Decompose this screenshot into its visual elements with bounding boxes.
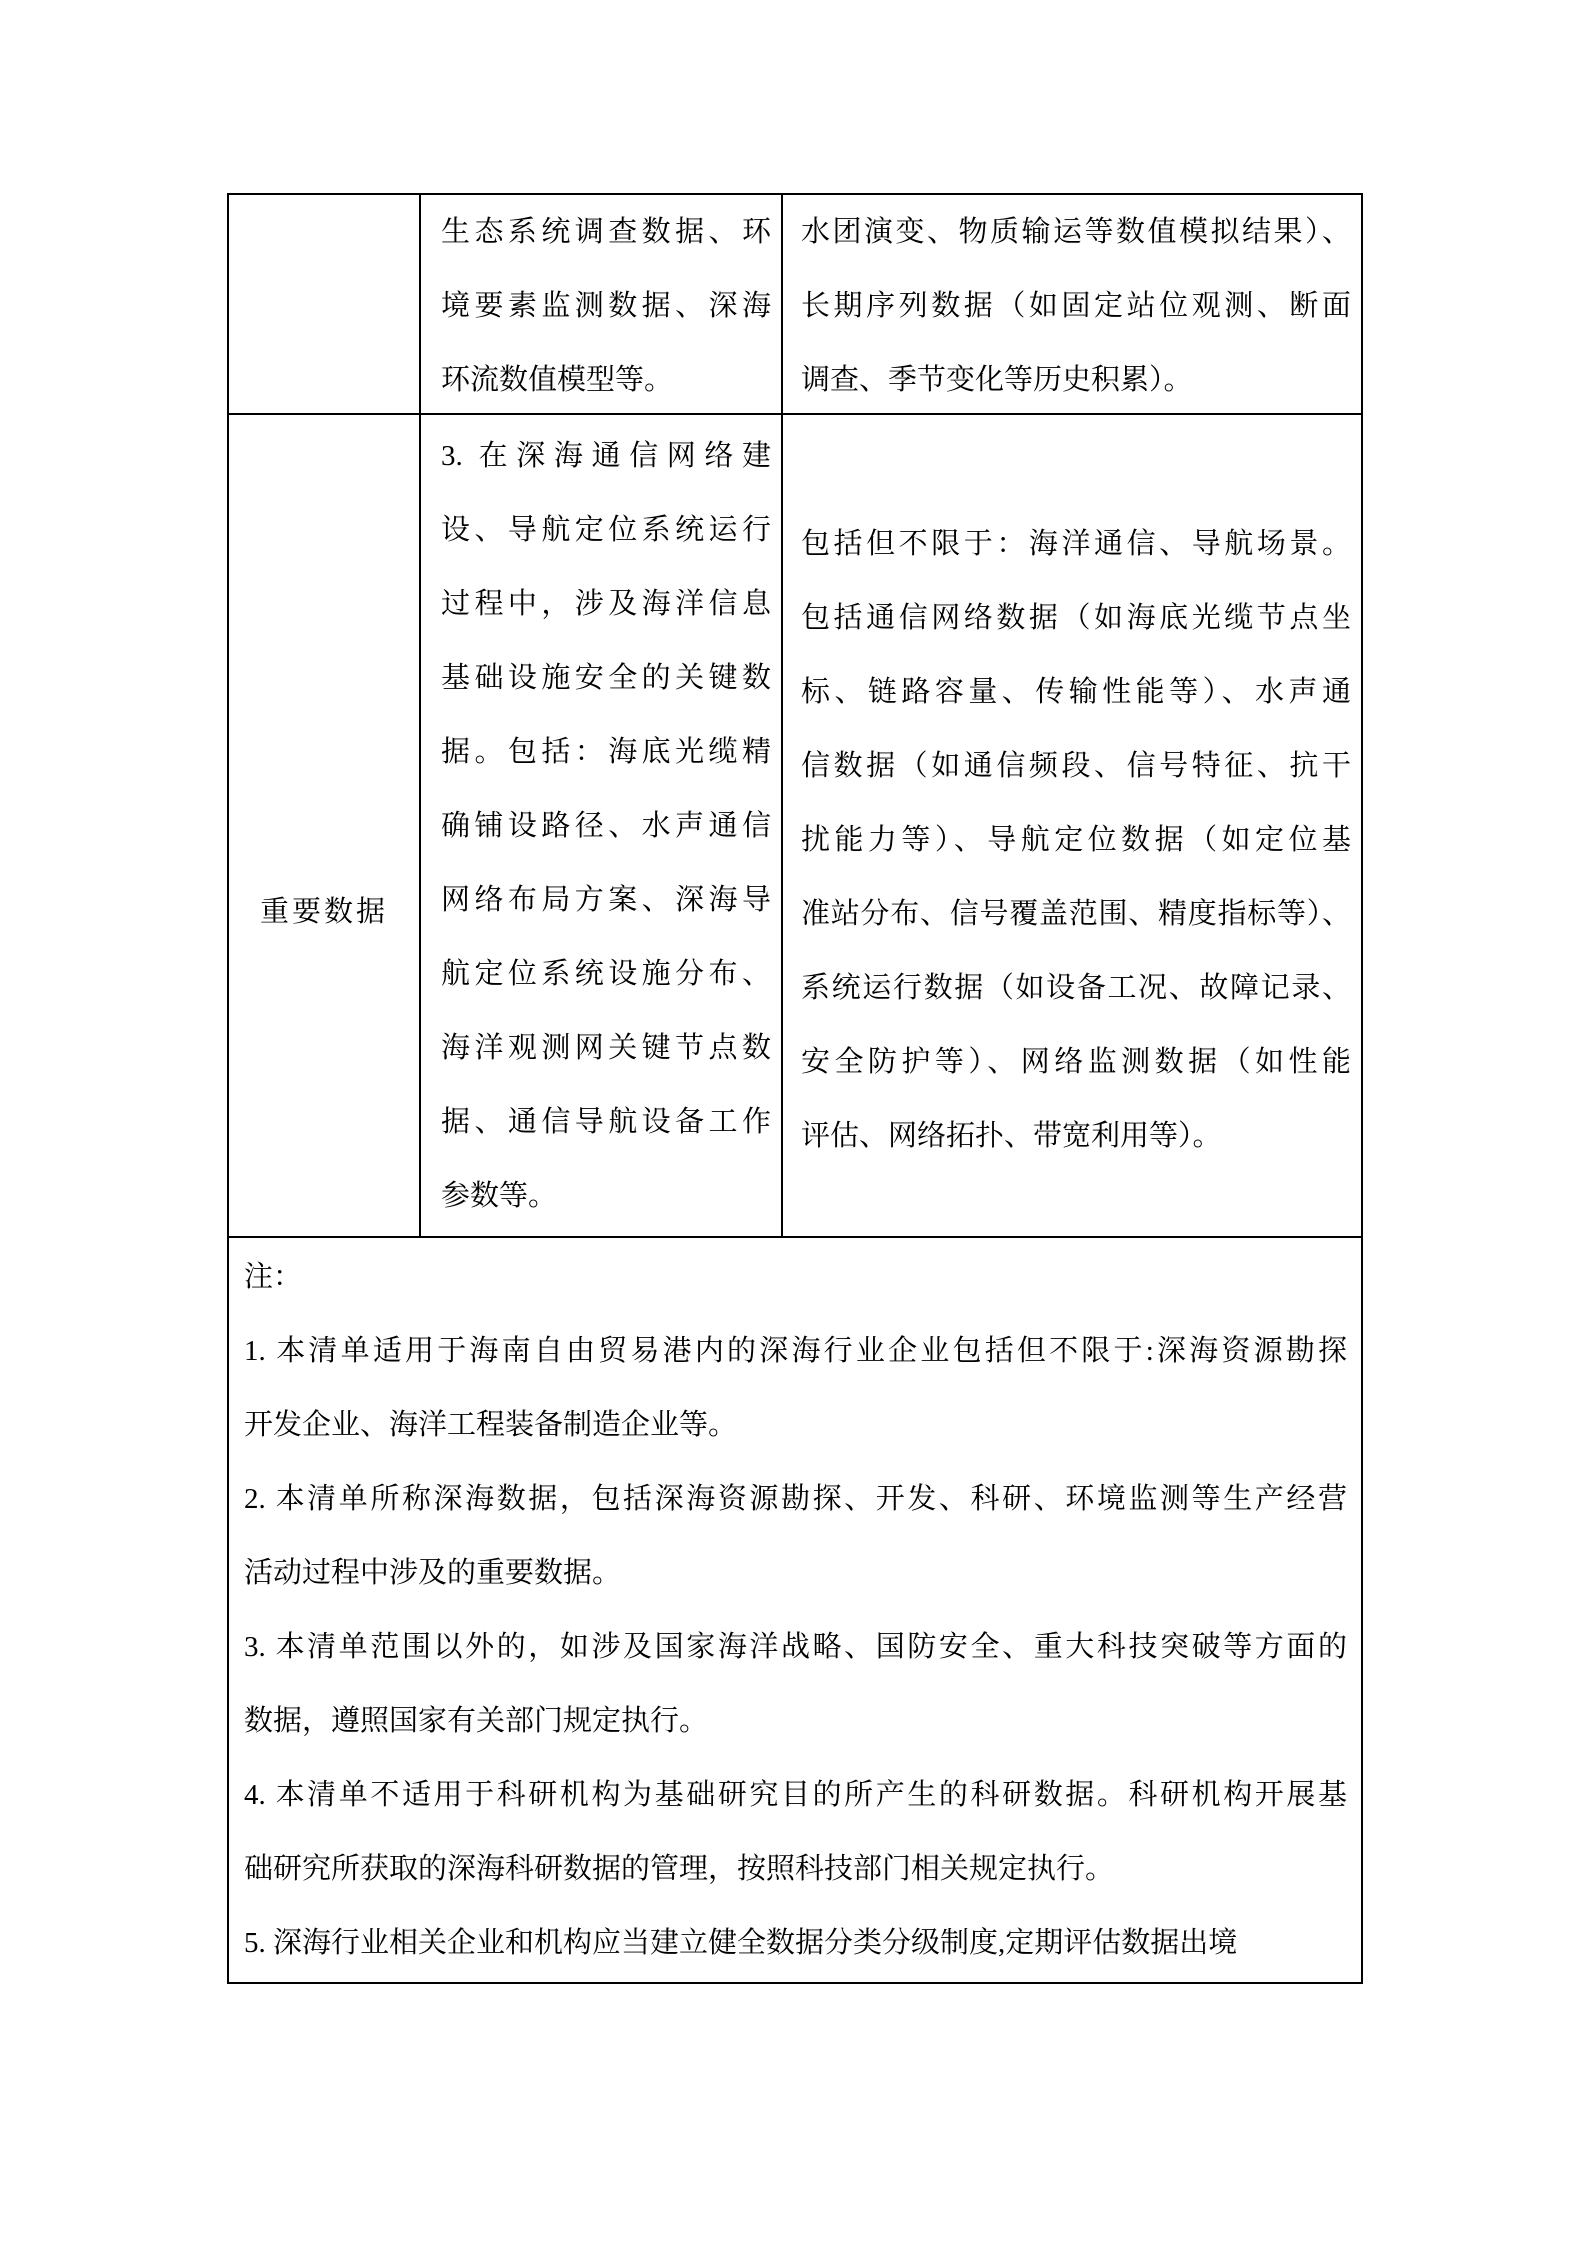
note-item-3	[244, 1610, 1347, 1758]
cell-description-row2	[783, 415, 1361, 1236]
text-line: 生态系统调查数据、环	[441, 216, 771, 248]
text-line: 包括但不限于：海洋通信、导航场景。	[801, 528, 1351, 560]
text-line: 开发企业、海洋工程装备制造企业等。	[244, 1409, 738, 1441]
text-line: 系统运行数据（如设备工况、故障记录、	[801, 972, 1351, 1004]
text-line: 重要数据	[259, 896, 388, 928]
note-item-4	[244, 1758, 1347, 1906]
text-line: 据。包括：海底光缆精	[441, 736, 771, 768]
text-line: 准站分布、信号覆盖范围、精度指标等）、	[801, 898, 1351, 930]
text-line: 3. 在深海通信网络建	[441, 440, 771, 472]
note-item-5	[244, 1906, 1347, 1980]
text-line: 参数等。	[441, 1180, 558, 1212]
notes-label	[244, 1240, 1347, 1314]
text-line: 过程中，涉及海洋信息	[441, 588, 771, 620]
text-line: 境要素监测数据、深海	[441, 290, 771, 322]
text-line: 航定位系统设施分布、	[441, 958, 771, 990]
note-item-2	[244, 1462, 1347, 1610]
text-line: 网络布局方案、深海导	[441, 884, 771, 916]
text-line: 4. 本清单不适用于科研机构为基础研究目的所产生的科研数据。科研机构开展基	[244, 1779, 1347, 1811]
text-line: 3. 本清单范围以外的，如涉及国家海洋战略、国防安全、重大科技突破等方面的	[244, 1631, 1347, 1663]
text-line: 础研究所获取的深海科研数据的管理，按照科技部门相关规定执行。	[244, 1853, 1115, 1885]
text-line: 包括通信网络数据（如海底光缆节点坐	[801, 602, 1351, 634]
text-line: 安全防护等）、网络监测数据（如性能	[801, 1046, 1351, 1078]
text-line: 活动过程中涉及的重要数据。	[244, 1557, 622, 1589]
notes-section	[229, 1238, 1361, 1982]
deep-sea-data-table	[227, 193, 1363, 1984]
text-line: 据、通信导航设备工作	[441, 1106, 771, 1138]
cell-data-items-row1	[421, 195, 783, 413]
text-line: 环流数值模型等。	[441, 364, 674, 396]
text-line: 海洋观测网关键节点数	[441, 1032, 771, 1064]
cell-data-items-row2	[421, 415, 783, 1236]
text-line: 2. 本清单所称深海数据，包括深海资源勘探、开发、科研、环境监测等生产经营	[244, 1483, 1347, 1515]
table-row-important-data	[229, 415, 1361, 1238]
cell-category-empty	[229, 195, 421, 413]
note-item-1	[244, 1314, 1347, 1462]
text-line: 水团演变、物质输运等数值模拟结果）、	[801, 216, 1351, 248]
text-line: 注：	[244, 1261, 303, 1293]
text-line: 设、导航定位系统运行	[441, 514, 771, 546]
text-line: 确铺设路径、水声通信	[441, 810, 771, 842]
text-line: 数据，遵照国家有关部门规定执行。	[244, 1705, 709, 1737]
text-line: 1. 本清单适用于海南自由贸易港内的深海行业企业包括但不限于:深海资源勘探	[244, 1335, 1347, 1367]
text-line: 标、链路容量、传输性能等）、水声通	[801, 676, 1351, 708]
table-row-continuation	[229, 195, 1361, 415]
cell-description-row1	[783, 195, 1361, 413]
text-line: 评估、网络拓扑、带宽利用等）。	[801, 1120, 1222, 1152]
text-line: 调查、季节变化等历史积累）。	[801, 364, 1193, 396]
text-line: 基础设施安全的关键数	[441, 662, 771, 694]
text-line: 扰能力等）、导航定位数据（如定位基	[801, 824, 1351, 856]
text-line: 信数据（如通信频段、信号特征、抗干	[801, 750, 1351, 782]
text-line: 5. 深海行业相关企业和机构应当建立健全数据分类分级制度,定期评估数据出境	[244, 1927, 1238, 1959]
text-line: 长期序列数据（如固定站位观测、断面	[801, 290, 1351, 322]
cell-category-important-data	[229, 415, 421, 1236]
